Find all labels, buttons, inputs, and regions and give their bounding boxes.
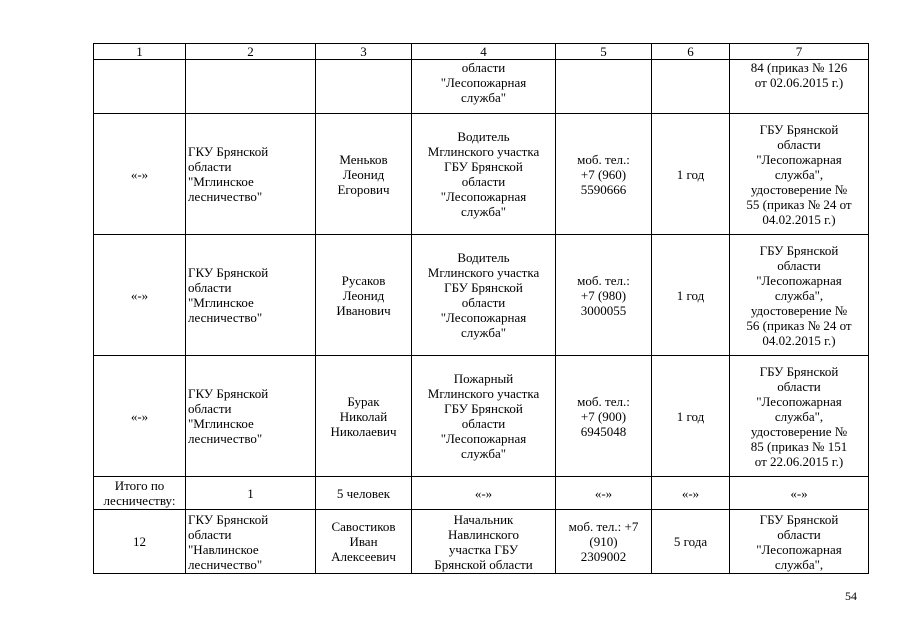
page-number: 54: [845, 589, 857, 603]
cell-number: «-»: [94, 114, 186, 235]
cell-position: области "Лесопожарная служба": [412, 60, 556, 114]
cell-certificate: ГБУ Брянской области "Лесопожарная служба", удостоверение № 55 (приказ № 24 от 04.02.2015 г.): [730, 114, 869, 235]
cell-phone: [556, 60, 652, 114]
cell-experience: 1 год: [652, 114, 730, 235]
table-row: [94, 235, 869, 356]
cell-certificate: ГБУ Брянской области "Лесопожарная служба",: [730, 510, 869, 574]
cell-phone: моб. тел.: +7 (900) 6945048: [556, 356, 652, 477]
cell-ditto: «-»: [652, 477, 730, 510]
cell-name: Меньков Леонид Егорович: [316, 114, 412, 235]
header-cell: 7: [730, 44, 869, 60]
cell-name: [316, 60, 412, 114]
cell-certificate: 84 (приказ № 126 от 02.06.2015 г.): [730, 60, 869, 114]
cell-name: Бурак Николай Николаевич: [316, 356, 412, 477]
cell-number: «-»: [94, 356, 186, 477]
table-row: [94, 356, 869, 477]
cell-experience: 1 год: [652, 356, 730, 477]
cell-phone: моб. тел.: +7 (980) 3000055: [556, 235, 652, 356]
total-row: [94, 477, 869, 510]
table-row: [94, 510, 869, 574]
table-row: [94, 114, 869, 235]
cell-total-count: 1: [186, 477, 316, 510]
cell-organization: ГКУ Брянской области "Мглинское лесничество": [186, 356, 316, 477]
cell-number: 12: [94, 510, 186, 574]
header-cell: 4: [412, 44, 556, 60]
cell-position: Начальник Навлинского участка ГБУ Брянской области: [412, 510, 556, 574]
cell-experience: 1 год: [652, 235, 730, 356]
cell-experience: [652, 60, 730, 114]
cell-organization: ГКУ Брянской области "Мглинское лесничество": [186, 235, 316, 356]
cell-organization: ГКУ Брянской области "Навлинское лесничество": [186, 510, 316, 574]
cell-total-people: 5 человек: [316, 477, 412, 510]
cell-phone: моб. тел.: +7 (910) 2309002: [556, 510, 652, 574]
cell-name: Русаков Леонид Иванович: [316, 235, 412, 356]
cell-number: «-»: [94, 235, 186, 356]
cell-position: Водитель Мглинского участка ГБУ Брянской области "Лесопожарная служба": [412, 235, 556, 356]
cell-position: Водитель Мглинского участка ГБУ Брянской области "Лесопожарная служба": [412, 114, 556, 235]
cell-number: [94, 60, 186, 114]
table-row: [94, 60, 869, 114]
header-cell: 6: [652, 44, 730, 60]
header-cell: 2: [186, 44, 316, 60]
staff-table: [93, 43, 869, 574]
header-cell: 3: [316, 44, 412, 60]
header-row: [94, 44, 869, 60]
cell-organization: ГКУ Брянской области "Мглинское лесничество": [186, 114, 316, 235]
header-cell: 5: [556, 44, 652, 60]
cell-experience: 5 года: [652, 510, 730, 574]
cell-name: Савостиков Иван Алексеевич: [316, 510, 412, 574]
cell-ditto: «-»: [730, 477, 869, 510]
cell-total-label: Итого по лесничеству:: [94, 477, 186, 510]
cell-certificate: ГБУ Брянской области "Лесопожарная служба", удостоверение № 85 (приказ № 151 от 22.06.2015 г.): [730, 356, 869, 477]
cell-position: Пожарный Мглинского участка ГБУ Брянской области "Лесопожарная служба": [412, 356, 556, 477]
cell-organization: [186, 60, 316, 114]
header-cell: 1: [94, 44, 186, 60]
cell-certificate: ГБУ Брянской области "Лесопожарная служба", удостоверение № 56 (приказ № 24 от 04.02.2015 г.): [730, 235, 869, 356]
cell-ditto: «-»: [412, 477, 556, 510]
cell-ditto: «-»: [556, 477, 652, 510]
cell-phone: моб. тел.: +7 (960) 5590666: [556, 114, 652, 235]
